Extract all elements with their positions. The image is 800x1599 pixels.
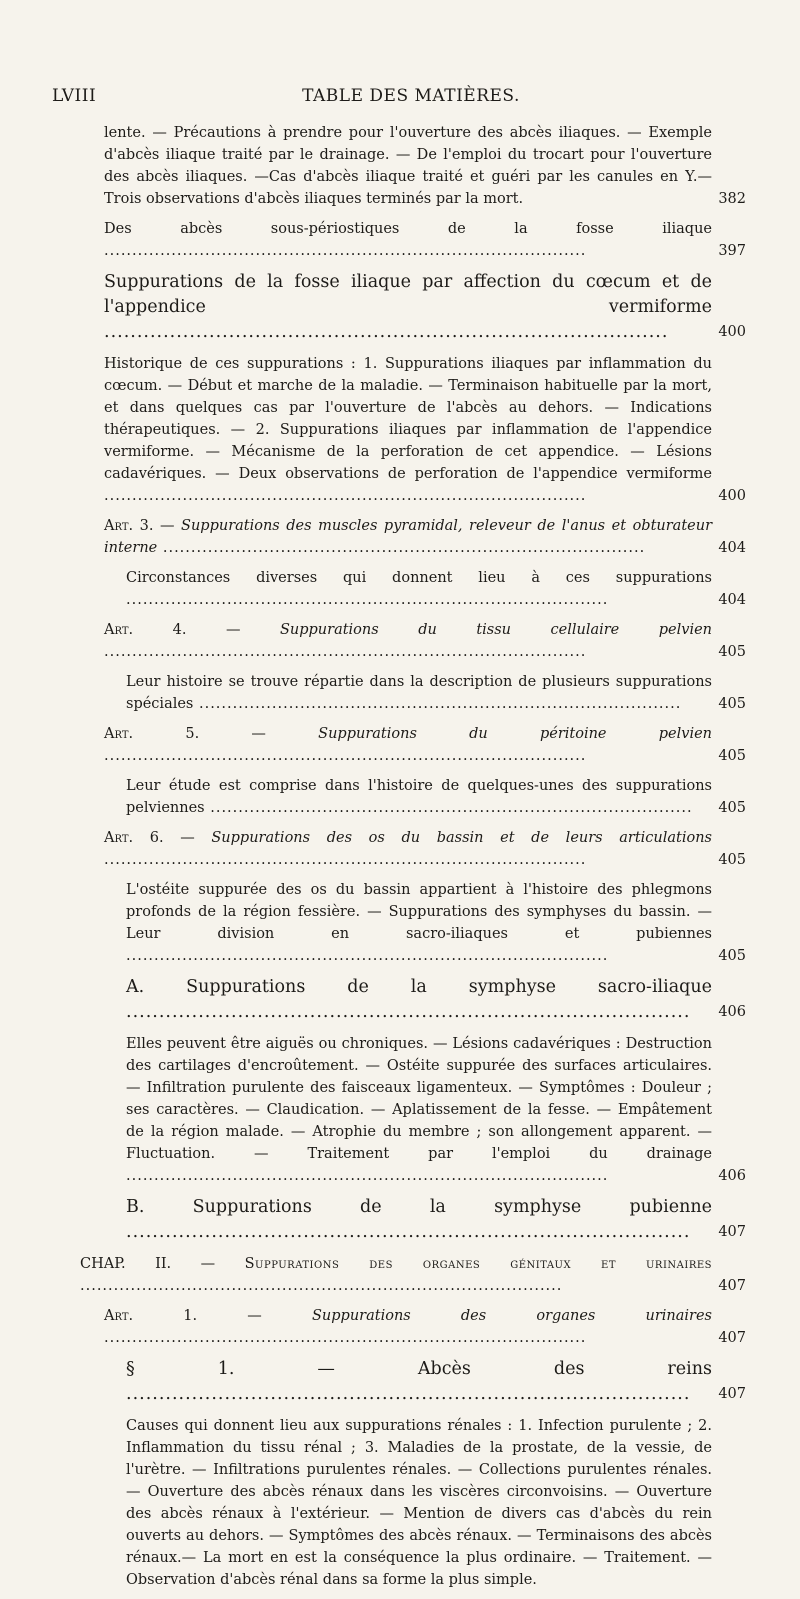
toc-section-heading [104, 270, 746, 345]
toc-page-number: 405 [718, 948, 746, 964]
toc-page-number: 406 [718, 1004, 746, 1020]
chapter-label: CHAP. II. — [80, 1256, 216, 1272]
article-title: Suppurations du tissu cellulaire pelvien [279, 622, 713, 638]
toc-section-heading [104, 975, 746, 1025]
toc-entry [104, 122, 746, 210]
toc-entry-text: Des abcès sous-périostiques de la fosse iliaque [104, 221, 712, 237]
toc-page-number: 407 [718, 1278, 746, 1294]
toc-entry [104, 671, 746, 715]
toc-article [104, 723, 746, 767]
toc-entry-text: Circonstances diverses qui donnent lieu à ces suppurations [126, 570, 712, 586]
toc-page-number: 405 [718, 748, 746, 764]
toc-page-number: 405 [718, 696, 746, 712]
toc-page-number: 406 [718, 1168, 746, 1184]
toc-entry-text: lente. — Précautions à prendre pour l'ouverture des abcès iliaques. — Exemple d'abcès iliaque traité par le drainage. — De l'emploi du trocart pour l'ouverture des abcès iliaques. —Cas d'abcès iliaque traité et guéri par les canules en Y.— Trois observations d'abcès iliaques terminés par la mort. [104, 125, 712, 207]
toc-entry-text: Leur étude est comprise dans l'histoire de quelques-unes des suppurations pelviennes [126, 778, 712, 816]
toc-entry-text: B. Suppurations de la symphyse pubienne [126, 1197, 712, 1217]
article-title: Suppurations des os du bassin et de leurs articulations [211, 830, 712, 846]
toc-entry-text: L'ostéite suppurée des os du bassin appartient à l'histoire des phlegmons profonds de la région fessière. — Suppurations des symphyses du bassin. — Leur division en sacro-iliaques et pubiennes [126, 882, 712, 942]
article-label: Art. 4. — [104, 622, 241, 638]
toc-section-heading [104, 1195, 746, 1245]
toc-chapter [80, 1253, 746, 1297]
toc-page-number: 407 [718, 1224, 746, 1240]
toc-page-number: 407 [718, 1386, 746, 1402]
toc-entry [104, 775, 746, 819]
toc-page-number: 404 [718, 592, 746, 608]
toc-entry-text: Causes qui donnent lieu aux suppurations rénales : 1. Infection purulente ; 2. Inflammation du tissu rénal ; 3. Maladies de la prostate, de la vessie, de l'urètre. — Infiltrations purulentes rénales. — Collections purulentes rénales. — Ouverture des abcès rénaux dans les viscères circonvoisins. — Ouverture des abcès rénaux à l'extérieur. — Mention de divers cas d'abcès du rein ouverts au dehors. — Symptômes des abcès rénaux. — Terminaisons des abcès rénaux.— La mort en est la conséquence la plus ordinaire. — Traitement. — Observation d'abcès rénal dans sa forme la plus simple. [126, 1418, 712, 1588]
toc-entry [104, 1415, 746, 1591]
article-title: Suppurations du péritoine pelvien [318, 726, 712, 742]
toc-entry [104, 879, 746, 967]
toc-entry-text: A. Suppurations de la symphyse sacro-iliaque [126, 977, 712, 997]
toc-entry [104, 218, 746, 262]
toc-article [104, 827, 746, 871]
toc-entry-text: Elles peuvent être aiguës ou chroniques. — Lésions cadavériques : Destruction des cartilages d'encroûtement. — Ostéite suppurée des surfaces articulaires. — Infiltration purulente des faisceaux ligamenteux. — Symptômes : Douleur ; ses caractères. — Claudication. — Aplatissement de la fesse. — Empâtement de la région malade. — Atrophie du membre ; son allongement apparent. — Fluctuation. — Traitement par l'emploi du drainage [126, 1036, 712, 1162]
article-title: Suppurations des organes urinaires [312, 1308, 712, 1324]
toc-page-number: 405 [718, 852, 746, 868]
toc-section-heading [104, 1357, 746, 1407]
toc-page-number: 405 [718, 644, 746, 660]
article-title: Suppurations des muscles pyramidal, releveur de l'anus et obturateur interne [104, 518, 712, 556]
toc-page-number: 407 [718, 1330, 746, 1346]
toc-entry [104, 1033, 746, 1187]
toc-page-number: 404 [718, 540, 746, 556]
toc-page-number: 405 [718, 800, 746, 816]
toc-entry-text: § 1. — Abcès des reins [126, 1359, 712, 1379]
article-label: Art. 5. — [104, 726, 266, 742]
toc-entry-text: Historique de ces suppurations : 1. Suppurations iliaques par inflammation du cœcum. — Début et marche de la maladie. — Terminaison habituelle par la mort, et dans quelques cas par l'ouverture de l'abcès au dehors. — Indications thérapeutiques. — 2. Suppurations iliaques par inflammation de l'appendice vermiforme. — Mécanisme de la perforation de cet appendice. — Lésions cadavériques. — Deux observations de perforation de l'appendice vermiforme [104, 356, 712, 482]
table-of-contents [80, 122, 746, 1599]
toc-article [104, 515, 746, 559]
running-title: TABLE DES MATIÈRES. [302, 86, 520, 106]
toc-entry [104, 353, 746, 507]
article-label: Art. 3. — [104, 518, 175, 534]
toc-entry [104, 567, 746, 611]
article-label: Art. 1. — [104, 1308, 262, 1324]
toc-page-number: 382 [718, 191, 746, 207]
toc-article [104, 1305, 746, 1349]
chapter-title: Suppurations des organes génitaux et urinaires [244, 1256, 712, 1272]
toc-page-number: 400 [718, 324, 746, 340]
toc-page-number: 400 [718, 488, 746, 504]
toc-entry-text: Suppurations de la fosse iliaque par affection du cœcum et de l'appendice vermiforme [104, 272, 712, 317]
page-folio: LVIII [52, 86, 97, 106]
toc-page-number: 397 [718, 243, 746, 259]
toc-entry-text: Leur histoire se trouve répartie dans la description de plusieurs suppurations spéciales [126, 674, 712, 712]
article-label: Art. 6. — [104, 830, 195, 846]
toc-article [104, 619, 746, 663]
